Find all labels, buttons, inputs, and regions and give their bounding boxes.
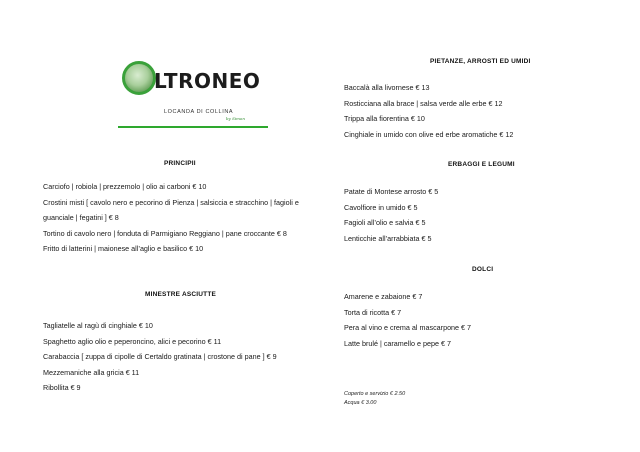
logo-subtitle: LOCANDA DI COLLINA <box>164 109 234 115</box>
list-item: guanciale | fegatini ] € 8 <box>43 213 119 222</box>
logo-wordmark: LTRONEO <box>154 69 261 93</box>
list-item: Cavolfiore in umido € 5 <box>344 202 418 212</box>
list-item: Carciofo | robiola | prezzemolo | olio ai carboni € 10 <box>43 182 207 191</box>
section-title-minestre: MINESTRE ASCIUTTE <box>145 291 217 298</box>
list-item: Ribollita € 9 <box>43 383 81 392</box>
list-item: Patate di Montese arrosto € 5 <box>344 187 439 196</box>
list-item: Carabaccia [ zuppa di cipolle di Certaldo gratinata | crostone di pane ] € 9 <box>43 352 277 361</box>
list-item: Amarene e zabaione € 7 <box>344 292 423 301</box>
list-item: Mezzemaniche alla gricia € 11 <box>43 367 140 377</box>
logo-divider <box>118 126 268 128</box>
list-item: Trippa alla fiorentina € 10 <box>344 114 425 123</box>
list-item: Torta di ricotta € 7 <box>344 307 402 317</box>
minestre-list <box>43 318 277 396</box>
acqua-line: Acqua € 3.00 <box>344 399 377 406</box>
list-item: Tagliatelle al ragù di cinghiale € 10 <box>43 321 153 330</box>
restaurant-logo <box>118 57 268 132</box>
erbaggi-list <box>344 184 438 246</box>
list-item: Cinghiale in umido con olive ed erbe aromatiche € 12 <box>344 129 514 139</box>
list-item: Fritto di latterini | maionese all’aglio e basilico € 10 <box>43 244 204 253</box>
list-item: Lenticchie all’arrabbiata € 5 <box>344 233 432 243</box>
pietanze-list <box>344 80 513 142</box>
list-item: Latte brulé | caramello e pepe € 7 <box>344 338 451 348</box>
list-item: Baccalà alla livornese € 13 <box>344 83 430 92</box>
coperto-line: Coperto e servizio € 2.50 <box>344 391 406 397</box>
principi-list <box>43 179 299 257</box>
list-item: Rosticciana alla brace | salsa verde alle erbe € 12 <box>344 98 503 108</box>
service-note <box>344 390 405 407</box>
list-item: Spaghetto aglio olio e peperoncino, alici e pecorino € 11 <box>43 336 222 346</box>
list-item: Pera al vino e crema al mascarpone € 7 <box>344 323 472 332</box>
dolci-list <box>344 289 471 351</box>
list-item: Tortino di cavolo nero | fonduta di Parmigiano Reggiano | pane croccante € 8 <box>43 228 287 238</box>
cabbage-emblem-icon <box>122 61 156 95</box>
list-item: Crostini misti [ cavolo nero e pecorino di Pienza | salsiccia e stracchino | fagioli e <box>43 197 299 207</box>
section-title-erbaggi: ERBAGGI E LEGUMI <box>448 161 515 168</box>
section-title-principi: PRINCIPII <box>164 160 196 167</box>
section-title-dolci: DOLCI <box>472 266 494 273</box>
logo-signature: by Simon <box>226 116 245 121</box>
section-title-pietanze: PIETANZE, ARROSTI ED UMIDI <box>430 58 531 65</box>
list-item: Fagioli all’olio e salvia € 5 <box>344 218 426 227</box>
